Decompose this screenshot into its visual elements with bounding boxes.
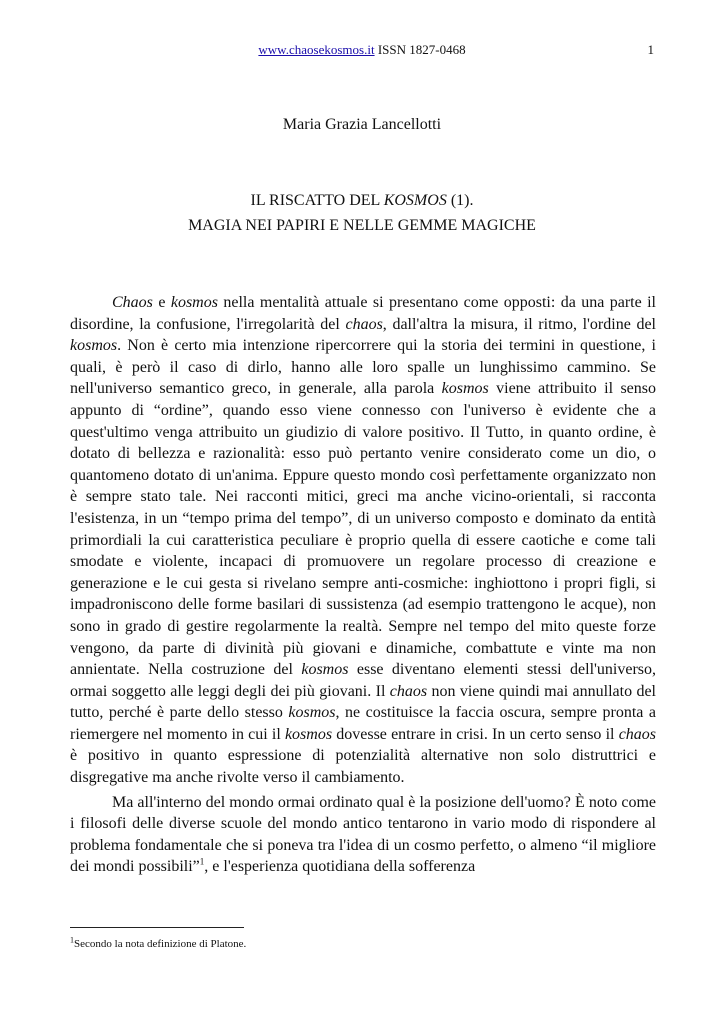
footnote-marker: 1 (70, 935, 74, 945)
italic-term: kosmos (284, 725, 333, 743)
text-run: . Non è certo mia intenzione ripercorrere qui la storia dei termini in questione, i quali, è però il caso di dirlo, hanno alle loro spalle un lunghissimo cammino. Se nell'universo semantico greco, in generale, alla parola (70, 337, 656, 398)
page-header (0, 42, 724, 58)
footnote-text: Secondo la nota definizione di Platone. (74, 938, 247, 950)
text-run: viene attribuito il senso appunto di “ordine”, quando esso viene connesso con l'universo è evidente che a quest'ultimo venga attribuito un giudizio di valore positivo. Il Tutto, in quanto ordine, è dotato di bellezza e razionalità: esso può pertanto venire considerato come un dio, o quantomeno dotato di un'anima. Eppure questo mondo così perfettamente organizzato non è sempre stato tale. Nei racconti mitici, greci ma anche vicino-orientali, si racconta l'esistenza, in un “tempo prima del tempo”, di un universo composto e dominato da entità primordiali la cui caratteristica peculiare è proprio quella di essere caotiche e come tali smodate e violente, incapaci di promuovere un regolare processo di creazione e generazione e le cui gesta si rivelano sempre anti-cosmiche: inghiottono i propri figli, si impadroniscono delle forme basilari di sussistenza (ad esempio trattengono le acque), non sono in grado di gestire regolarmente la realtà. Sempre nel tempo del mito queste forze vengono, da parte di divinità più giovani e dinamiche, combattute e vinte ma non annientate. Nella costruzione del (70, 380, 656, 679)
title-line-1: IL RISCATTO DEL KOSMOS (1). (250, 192, 474, 209)
page-number: 1 (647, 42, 654, 57)
text-run: non viene quindi mai annullato del tutto, perché è parte dello stesso (70, 682, 656, 722)
title-line-2: MAGIA NEI PAPIRI E NELLE GEMME MAGICHE (188, 217, 536, 234)
text-run: , ne costituisce la faccia oscura, sempre pronta a riemergere nel momento in cui il (70, 704, 656, 743)
italic-term: chaos (389, 682, 428, 700)
paragraph (70, 792, 656, 878)
footnote (70, 935, 247, 950)
text-run: dovesse entrare in crisi. In un certo senso il (332, 725, 619, 743)
footnote-divider (70, 927, 244, 928)
italic-term: chaos (345, 315, 383, 333)
author-name: Maria Grazia Lancellotti (282, 116, 442, 133)
text-run: , e l'esperienza quotidiana della sofferenza (204, 858, 476, 876)
text-run: , dall'altra la misura, il ritmo, l'ordine del (382, 315, 656, 333)
text-run: esse diventano elementi stessi dell'universo, ormai soggetto alle leggi degli dei più giovani. Il (70, 661, 657, 700)
italic-term: kosmos (70, 337, 118, 355)
italic-term: Chaos (112, 294, 153, 311)
italic-term: kosmos (441, 380, 489, 398)
body-text (70, 292, 656, 878)
paragraph (70, 292, 656, 789)
text-run: e (152, 294, 171, 311)
text-run: nella mentalità attuale si presentano come opposti: da una parte il disordine, la confusione, l'irregolarità del (70, 294, 656, 333)
italic-term: chaos (618, 725, 657, 743)
text-run: Ma all'interno del mondo ormai ordinato qual è la posizione dell'uomo? È noto come i filosofi delle diverse scuole del mondo antico tentarono in vario modo di rispondere al problema fondamentale che si poneva tra l'idea di un cosmo perfetto, o almeno “il migliore dei mondi possibili” (70, 793, 656, 876)
italic-term: kosmos (301, 661, 349, 679)
issn-text: ISSN 1827-0468 (374, 42, 466, 57)
italic-term: kosmos (288, 704, 336, 722)
website-link[interactable]: www.chaosekosmos.it (258, 42, 375, 57)
text-run: è positivo in quanto espressione di potenzialità alternative non solo distruttrici e disgregative ma anche rivolte verso il cambiamento. (70, 747, 656, 787)
italic-term: kosmos (170, 294, 218, 311)
footnote-reference: 1 (199, 857, 205, 868)
document-title (0, 188, 724, 238)
